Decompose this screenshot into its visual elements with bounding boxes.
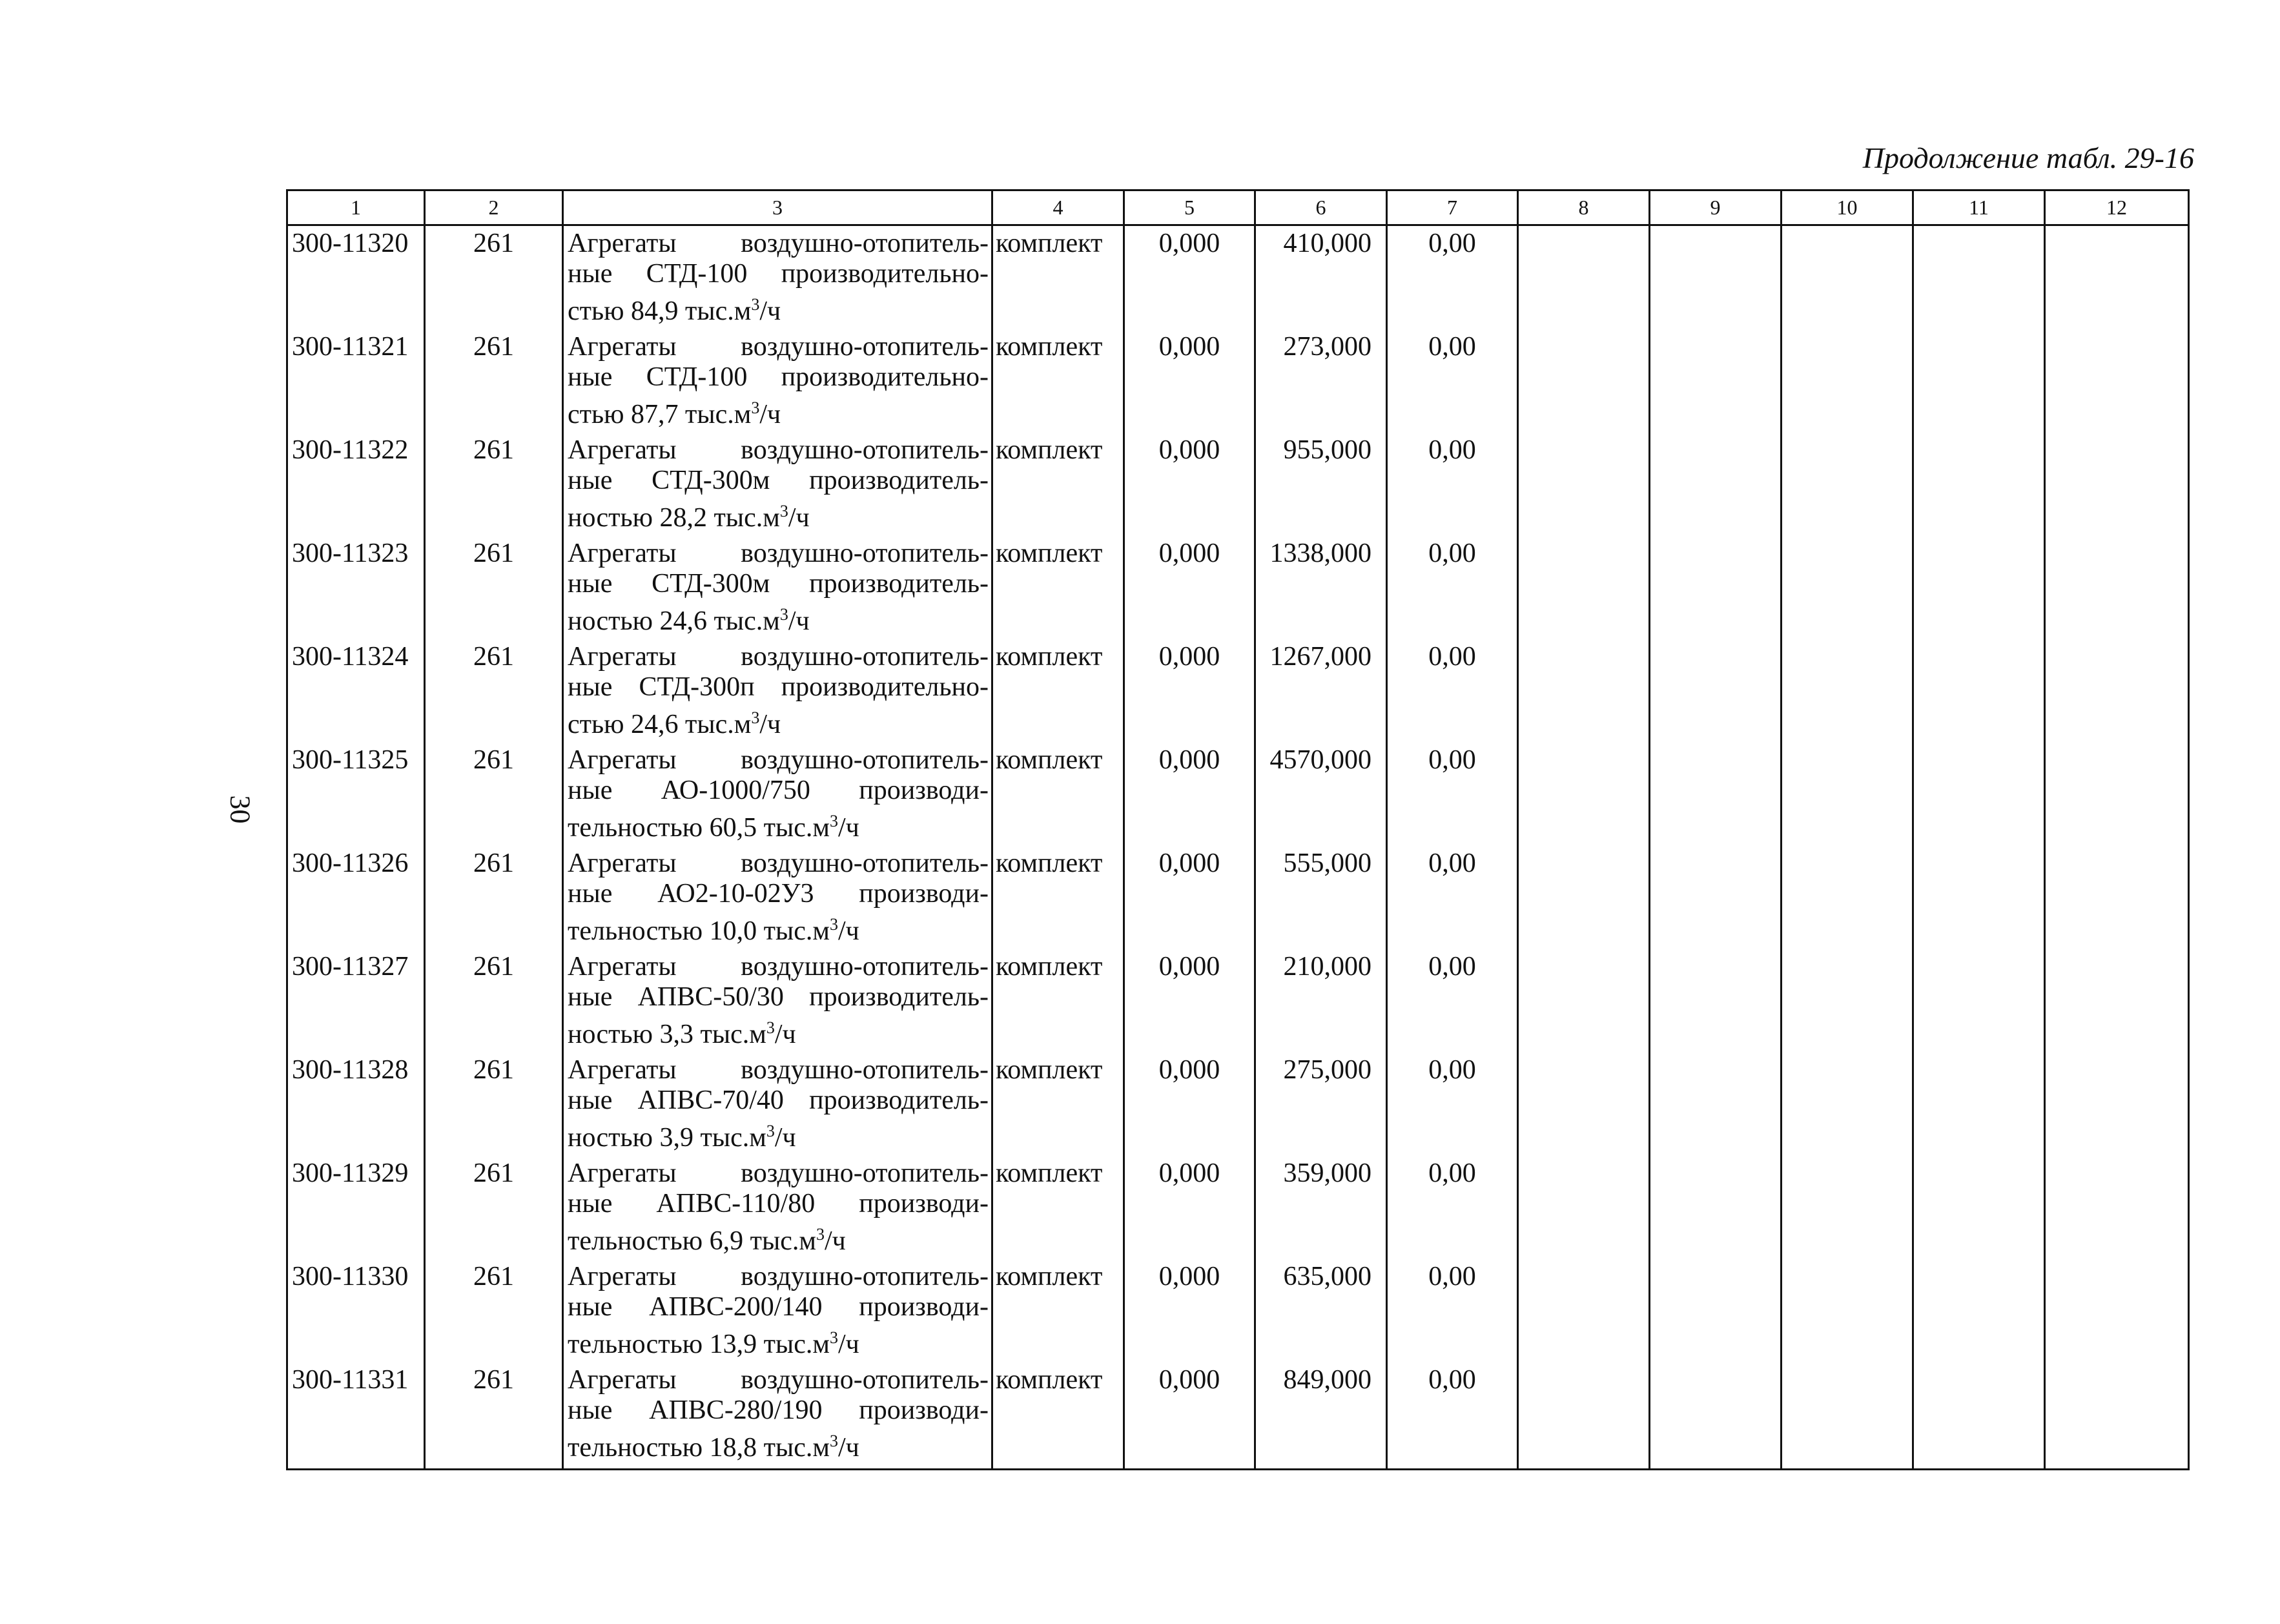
cell-code: 300-11327 <box>287 952 425 1055</box>
cubic-superscript: 3 <box>751 295 760 314</box>
description-line: Агрегаты воздушно-отопитель- <box>568 1365 989 1395</box>
column-header: 4 <box>992 190 1124 225</box>
description-text: тельностью 6,9 тыс.м <box>568 1226 816 1256</box>
cell-col6: 1338,000 <box>1255 539 1387 642</box>
cell-empty <box>1913 952 2045 1055</box>
cell-empty <box>1650 848 1782 952</box>
cell-empty <box>1913 745 2045 848</box>
cell-col6: 273,000 <box>1255 332 1387 435</box>
description-line: Агрегаты воздушно-отопитель- <box>568 952 989 982</box>
cell-empty <box>1518 1055 1650 1158</box>
cell-unit: комплект <box>992 435 1124 539</box>
cell-code: 300-11324 <box>287 642 425 745</box>
cell-description <box>563 1365 992 1470</box>
description-line: ные АПВС-70/40 производитель- <box>568 1085 989 1115</box>
cell-empty <box>2045 1158 2189 1262</box>
cell-group: 261 <box>425 1055 563 1158</box>
cell-empty <box>1650 1262 1782 1365</box>
cell-col7: 0,00 <box>1387 952 1518 1055</box>
description-line: Агрегаты воздушно-отопитель- <box>568 848 989 878</box>
description-text: тельностью 10,0 тыс.м <box>568 916 830 946</box>
column-header: 7 <box>1387 190 1518 225</box>
cell-group: 261 <box>425 225 563 333</box>
table-row <box>287 1262 2189 1365</box>
column-header: 2 <box>425 190 563 225</box>
description-text: ностью 3,9 тыс.м <box>568 1123 766 1153</box>
cell-empty <box>1913 225 2045 333</box>
cubic-superscript: 3 <box>829 812 838 830</box>
table-header-row <box>287 190 2189 225</box>
cell-description <box>563 332 992 435</box>
cell-empty <box>1650 745 1782 848</box>
cell-col6: 275,000 <box>1255 1055 1387 1158</box>
column-header: 11 <box>1913 190 2045 225</box>
cell-empty <box>1518 225 1650 333</box>
cell-unit: комплект <box>992 952 1124 1055</box>
description-text: тельностью 60,5 тыс.м <box>568 813 830 843</box>
cell-col5: 0,000 <box>1124 435 1255 539</box>
cell-empty <box>1782 332 1913 435</box>
cell-empty <box>1913 848 2045 952</box>
cell-empty <box>1913 1262 2045 1365</box>
cell-empty <box>1518 848 1650 952</box>
cell-empty <box>1913 1365 2045 1470</box>
cell-group: 261 <box>425 1262 563 1365</box>
description-unit: /ч <box>788 503 810 533</box>
cell-col7: 0,00 <box>1387 225 1518 333</box>
description-unit: /ч <box>759 400 781 429</box>
cell-empty <box>2045 435 2189 539</box>
description-unit: /ч <box>837 1330 859 1359</box>
cell-description <box>563 745 992 848</box>
description-line: Агрегаты воздушно-отопитель- <box>568 642 989 672</box>
description-text: тельностью 18,8 тыс.м <box>568 1433 830 1463</box>
cubic-superscript: 3 <box>766 1122 775 1140</box>
cell-col5: 0,000 <box>1124 1055 1255 1158</box>
description-unit: /ч <box>837 813 859 843</box>
cell-code: 300-11330 <box>287 1262 425 1365</box>
cell-unit: комплект <box>992 1365 1124 1470</box>
description-line: Агрегаты воздушно-отопитель- <box>568 1055 989 1085</box>
description-text: ностью 28,2 тыс.м <box>568 503 780 533</box>
cell-empty <box>1518 952 1650 1055</box>
cell-empty <box>1650 539 1782 642</box>
cell-empty <box>2045 225 2189 333</box>
cell-unit: комплект <box>992 225 1124 333</box>
table-row <box>287 225 2189 333</box>
description-line: Агрегаты воздушно-отопитель- <box>568 539 989 568</box>
cell-empty <box>1913 435 2045 539</box>
cell-empty <box>2045 1365 2189 1470</box>
table-row <box>287 1055 2189 1158</box>
cell-col6: 555,000 <box>1255 848 1387 952</box>
description-line: Агрегаты воздушно-отопитель- <box>568 1158 989 1188</box>
description-text: стью 84,9 тыс.м <box>568 296 752 326</box>
description-line: Агрегаты воздушно-отопитель- <box>568 229 989 258</box>
table-row <box>287 952 2189 1055</box>
cubic-superscript: 3 <box>779 605 788 624</box>
column-header: 10 <box>1782 190 1913 225</box>
description-line: ные АО2-10-02У3 производи- <box>568 879 989 909</box>
cell-empty <box>1518 745 1650 848</box>
cell-empty <box>1650 1365 1782 1470</box>
table-row <box>287 539 2189 642</box>
cell-col7: 0,00 <box>1387 1262 1518 1365</box>
cubic-superscript: 3 <box>829 1432 838 1450</box>
cell-empty <box>2045 952 2189 1055</box>
description-text: стью 87,7 тыс.м <box>568 400 752 429</box>
description-unit: /ч <box>759 710 781 739</box>
description-line: ные АПВС-50/30 производитель- <box>568 982 989 1012</box>
cell-col5: 0,000 <box>1124 539 1255 642</box>
cell-col6: 849,000 <box>1255 1365 1387 1470</box>
cell-empty <box>1650 642 1782 745</box>
cell-empty <box>1650 1055 1782 1158</box>
description-line <box>568 806 989 843</box>
cell-empty <box>2045 848 2189 952</box>
cell-empty <box>2045 1262 2189 1365</box>
table-row <box>287 745 2189 848</box>
cell-empty <box>1650 225 1782 333</box>
cell-empty <box>2045 642 2189 745</box>
cell-code: 300-11321 <box>287 332 425 435</box>
cell-empty <box>1913 539 2045 642</box>
cell-unit: комплект <box>992 1158 1124 1262</box>
description-line: ные СТД-300м производитель- <box>568 466 989 495</box>
column-header: 3 <box>563 190 992 225</box>
cell-description <box>563 435 992 539</box>
description-unit: /ч <box>788 606 810 636</box>
cell-empty <box>2045 332 2189 435</box>
cell-empty <box>1650 952 1782 1055</box>
cell-code: 300-11328 <box>287 1055 425 1158</box>
cell-code: 300-11323 <box>287 539 425 642</box>
description-line <box>568 1219 989 1257</box>
cell-col7: 0,00 <box>1387 642 1518 745</box>
description-line: ные АПВС-110/80 производи- <box>568 1189 989 1218</box>
description-line <box>568 909 989 947</box>
cell-col7: 0,00 <box>1387 745 1518 848</box>
cell-unit: комплект <box>992 1055 1124 1158</box>
description-line <box>568 599 989 637</box>
cell-group: 261 <box>425 539 563 642</box>
table-row <box>287 1158 2189 1262</box>
description-line <box>568 289 989 327</box>
cell-col7: 0,00 <box>1387 332 1518 435</box>
cell-empty <box>1782 745 1913 848</box>
cell-col6: 1267,000 <box>1255 642 1387 745</box>
cubic-superscript: 3 <box>751 708 760 727</box>
description-unit: /ч <box>774 1020 796 1049</box>
cell-empty <box>1782 952 1913 1055</box>
table-body <box>287 225 2189 1470</box>
description-line: ные АПВС-280/190 производи- <box>568 1395 989 1425</box>
table-row <box>287 332 2189 435</box>
cubic-superscript: 3 <box>779 502 788 520</box>
column-header: 9 <box>1650 190 1782 225</box>
description-line: Агрегаты воздушно-отопитель- <box>568 745 989 775</box>
cell-description <box>563 642 992 745</box>
cell-code: 300-11325 <box>287 745 425 848</box>
description-line <box>568 1012 989 1050</box>
cell-description <box>563 1055 992 1158</box>
description-line: ные СТД-300п производительно- <box>568 672 989 702</box>
cell-empty <box>1518 435 1650 539</box>
cell-group: 261 <box>425 1365 563 1470</box>
cell-col7: 0,00 <box>1387 1365 1518 1470</box>
description-line: ные АО-1000/750 производи- <box>568 776 989 805</box>
table-row <box>287 1365 2189 1470</box>
cell-col5: 0,000 <box>1124 952 1255 1055</box>
table-row <box>287 435 2189 539</box>
cell-empty <box>1782 435 1913 539</box>
cell-col5: 0,000 <box>1124 1365 1255 1470</box>
cell-empty <box>1782 539 1913 642</box>
cell-col7: 0,00 <box>1387 539 1518 642</box>
cell-col5: 0,000 <box>1124 1158 1255 1262</box>
column-header: 5 <box>1124 190 1255 225</box>
cell-code: 300-11322 <box>287 435 425 539</box>
cell-unit: комплект <box>992 539 1124 642</box>
cell-empty <box>1782 225 1913 333</box>
cell-col5: 0,000 <box>1124 745 1255 848</box>
description-line: ные АПВС-200/140 производи- <box>568 1292 989 1322</box>
table-row <box>287 848 2189 952</box>
cell-empty <box>1518 1158 1650 1262</box>
cell-col6: 955,000 <box>1255 435 1387 539</box>
cell-description <box>563 952 992 1055</box>
column-header: 6 <box>1255 190 1387 225</box>
cubic-superscript: 3 <box>829 1328 838 1347</box>
description-line <box>568 1322 989 1360</box>
cell-col6: 635,000 <box>1255 1262 1387 1365</box>
cell-col7: 0,00 <box>1387 848 1518 952</box>
cell-empty <box>2045 539 2189 642</box>
description-line <box>568 496 989 533</box>
cell-unit: комплект <box>992 848 1124 952</box>
cell-col5: 0,000 <box>1124 225 1255 333</box>
table-row <box>287 642 2189 745</box>
cell-group: 261 <box>425 848 563 952</box>
cell-empty <box>1782 1158 1913 1262</box>
cell-empty <box>2045 745 2189 848</box>
cell-code: 300-11326 <box>287 848 425 952</box>
description-text: тельностью 13,9 тыс.м <box>568 1330 830 1359</box>
description-text: ностью 3,3 тыс.м <box>568 1020 766 1049</box>
cell-empty <box>1913 332 2045 435</box>
cell-group: 261 <box>425 952 563 1055</box>
cell-col7: 0,00 <box>1387 1055 1518 1158</box>
cell-col5: 0,000 <box>1124 642 1255 745</box>
cell-empty <box>1782 1055 1913 1158</box>
cell-col6: 210,000 <box>1255 952 1387 1055</box>
cell-col6: 359,000 <box>1255 1158 1387 1262</box>
cell-empty <box>1650 435 1782 539</box>
cubic-superscript: 3 <box>816 1225 825 1244</box>
cell-col5: 0,000 <box>1124 1262 1255 1365</box>
cell-description <box>563 539 992 642</box>
cell-group: 261 <box>425 1158 563 1262</box>
description-unit: /ч <box>837 1433 859 1463</box>
cell-unit: комплект <box>992 332 1124 435</box>
cell-group: 261 <box>425 642 563 745</box>
cell-code: 300-11331 <box>287 1365 425 1470</box>
table-continuation-caption: Продолжение табл. 29-16 <box>1862 141 2194 174</box>
description-line: Агрегаты воздушно-отопитель- <box>568 1262 989 1291</box>
price-table <box>286 189 2190 1470</box>
cell-col7: 0,00 <box>1387 1158 1518 1262</box>
description-line: Агрегаты воздушно-отопитель- <box>568 332 989 362</box>
cell-empty <box>1782 1365 1913 1470</box>
cell-col5: 0,000 <box>1124 332 1255 435</box>
description-line: ные СТД-300м производитель- <box>568 569 989 599</box>
description-text: стью 24,6 тыс.м <box>568 710 752 739</box>
column-header: 12 <box>2045 190 2189 225</box>
cubic-superscript: 3 <box>766 1018 775 1037</box>
cell-empty <box>1518 642 1650 745</box>
cell-unit: комплект <box>992 1262 1124 1365</box>
cell-empty <box>1518 1262 1650 1365</box>
cell-group: 261 <box>425 745 563 848</box>
cell-group: 261 <box>425 435 563 539</box>
cell-empty <box>1518 1365 1650 1470</box>
cell-col5: 0,000 <box>1124 848 1255 952</box>
column-header: 1 <box>287 190 425 225</box>
cell-code: 300-11329 <box>287 1158 425 1262</box>
cell-empty <box>1782 848 1913 952</box>
cell-code: 300-11320 <box>287 225 425 333</box>
cell-unit: комплект <box>992 642 1124 745</box>
description-line <box>568 1116 989 1153</box>
description-line <box>568 703 989 740</box>
cell-group: 261 <box>425 332 563 435</box>
cell-col6: 4570,000 <box>1255 745 1387 848</box>
cell-description <box>563 848 992 952</box>
description-line <box>568 393 989 430</box>
cell-empty <box>1782 1262 1913 1365</box>
cubic-superscript: 3 <box>751 398 760 417</box>
cell-empty <box>1518 332 1650 435</box>
column-header: 8 <box>1518 190 1650 225</box>
cell-empty <box>1913 1055 2045 1158</box>
description-unit: /ч <box>759 296 781 326</box>
cell-empty <box>1518 539 1650 642</box>
cell-description <box>563 1158 992 1262</box>
cell-empty <box>1913 1158 2045 1262</box>
page-number: 30 <box>224 795 256 824</box>
description-line: ные СТД-100 производительно- <box>568 362 989 392</box>
cell-empty <box>1782 642 1913 745</box>
description-text: ностью 24,6 тыс.м <box>568 606 780 636</box>
cell-empty <box>1650 1158 1782 1262</box>
description-unit: /ч <box>774 1123 796 1153</box>
description-unit: /ч <box>837 916 859 946</box>
description-line <box>568 1426 989 1463</box>
cell-col6: 410,000 <box>1255 225 1387 333</box>
description-unit: /ч <box>824 1226 846 1256</box>
cell-empty <box>1913 642 2045 745</box>
cell-description <box>563 1262 992 1365</box>
description-line: Агрегаты воздушно-отопитель- <box>568 435 989 465</box>
cell-description <box>563 225 992 333</box>
cell-empty <box>1650 332 1782 435</box>
description-line: ные СТД-100 производительно- <box>568 259 989 289</box>
cell-empty <box>2045 1055 2189 1158</box>
cell-col7: 0,00 <box>1387 435 1518 539</box>
cell-unit: комплект <box>992 745 1124 848</box>
cubic-superscript: 3 <box>829 915 838 934</box>
